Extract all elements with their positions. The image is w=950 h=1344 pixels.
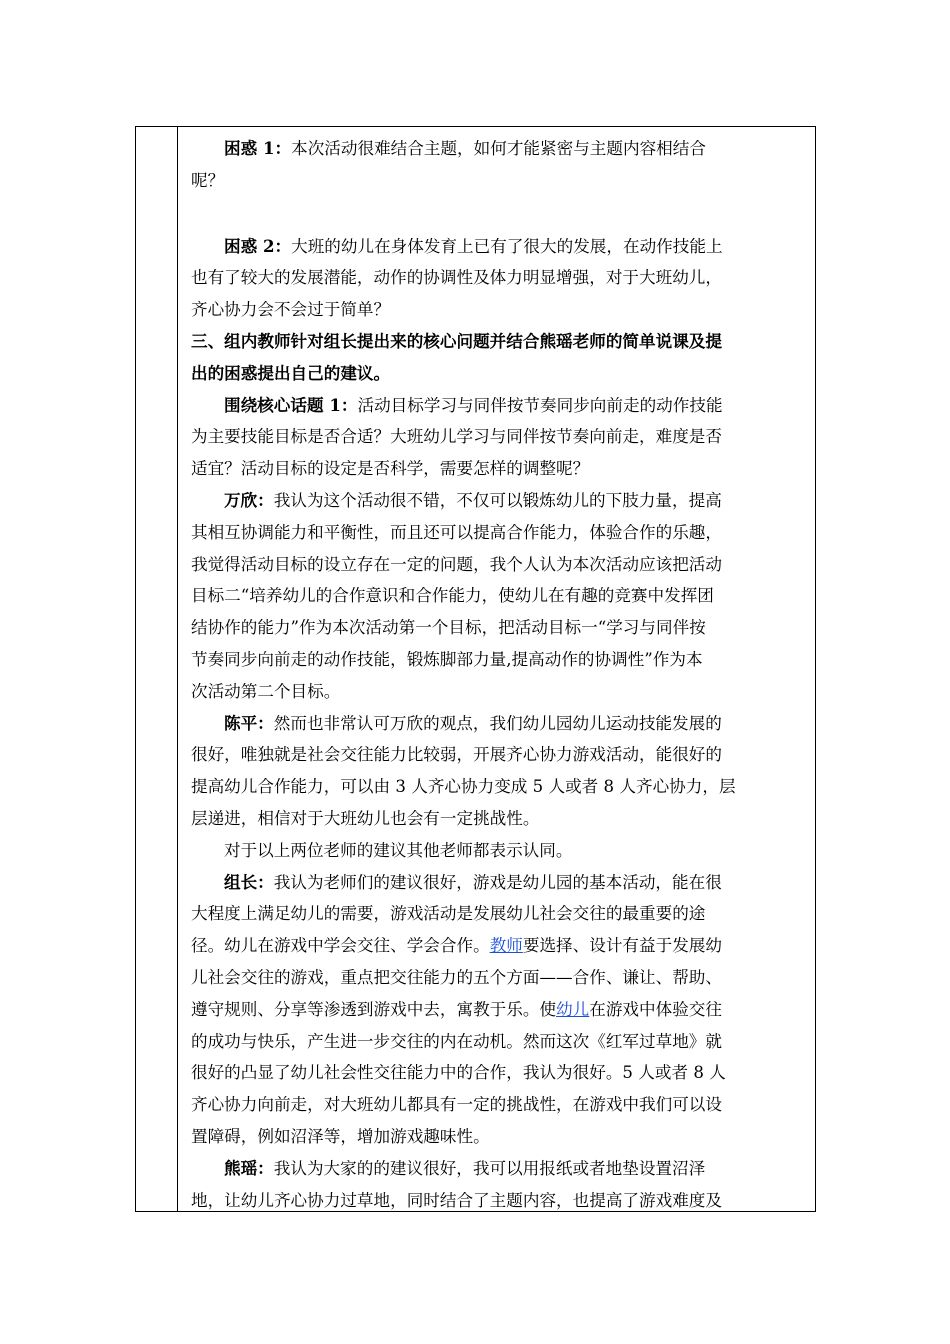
wanxin-comment: 万欣：我认为这个活动很不错，不仅可以锻炼幼儿的下肢力量，提高 bbox=[224, 489, 722, 510]
child-link[interactable]: 幼儿 bbox=[556, 999, 590, 1019]
section-heading: 三、组内教师针对组长提出来的核心问题并结合熊瑶老师的简单说课及提 bbox=[191, 330, 722, 351]
confusion-2: 困惑 2：大班的幼儿在身体发育上已有了很大的发展，在动作技能上 bbox=[224, 235, 723, 256]
xiongyao-comment: 熊瑶：我认为大家的的建议很好，我可以用报纸或者地垫设置沼泽 bbox=[224, 1157, 706, 1178]
confusion-1: 困惑 1：本次活动很难结合主题，如何才能紧密与主题内容相结合 bbox=[224, 138, 706, 158]
content-cell: 困惑 1：本次活动很难结合主题，如何才能紧密与主题内容相结合 呢？ 困惑 2：大班的幼儿在身体发育上已有了很大的发展，在动作技能上 也有了较大的发展潜能，动作的协调性及体力明显增强，对于大班幼儿， 齐心协力会不会过于简单？ 三、组内教师针对组长提出来的核心问题并结合熊瑶老师的简单说课及提 出的困惑提出自己的建议。 围绕核心话题 1：活动目标学习与同伴按节奏同步向前走的动作技能 为主要技能目标是否合适？大班幼儿学习与同伴按节奏向前走，难度是否 适宜？活动目标的设定是否科学，需要怎样的调整呢？ 万欣：我认为这个活动很不错，不仅可以锻炼幼儿的下肢力量，提高 其相互协调能力和平衡性，而且还可以提高合作能力，体验合作的乐趣， 我觉得活动目标的设立存在一定的问题，我个人认为本次活动应该把活动 目标二“培养幼儿的合作意识和合作能力，使幼儿在有趣的竞赛中发挥团 结协作的能力”作为本次活动第一个目标，把活动目标一“学习与同伴按 节奏同步向前走的动作技能，锻炼脚部力量,提高动作的协调性”作为本 次活动第二个目标。 陈平：然而也非常认可万欣的观点，我们幼儿园幼儿运动技能发展的 很好，唯独就是社会交往能力比较弱，开展齐心协力游戏活动，能很好的 提高幼儿合作能力，可以由 3 人齐心协力变成 5 人或者 8 人齐心协力，层 层递进，相信对于大班幼儿也会有一定挑战性。 对于以上两位老师的建议其他老师都表示认同。 组长：我认为老师们的建议很好，游戏是幼儿园的基本活动，能在很 大程度上满足幼儿的需要，游戏活动是发展幼儿社会交往的最重要的途 径。幼儿在游戏中学会交往、学会合作。教师要选择、设计有益于发展幼 儿社会交往的游戏，重点把交往能力的五个方面——合作、谦让、帮助、 遵守规则、分享等渗透到游戏中去，寓教于乐。使幼儿在游戏中体验交往 的成功与快乐，产生进一步交往的内在动机。然而这次《红军过草地》就 很好的凸显了幼儿社会性交往能力中的合作，我认为很好。5 人或者 8 人 齐心协力向前走，对大班幼儿都具有一定的挑战性，在游戏中我们可以设 置障碍，例如沼泽等，增加游戏趣味性。 熊瑶：我认为大家的的建议很好，我可以用报纸或者地垫设置沼泽 地，让幼儿齐心协力过草地，同时结合了主题内容，也提高了游戏难度及 bbox=[191, 133, 803, 1216]
document-table bbox=[135, 126, 816, 1212]
column-divider bbox=[177, 127, 178, 1211]
core-topic-1: 围绕核心话题 1：活动目标学习与同伴按节奏同步向前走的动作技能 bbox=[224, 394, 723, 415]
chenping-comment: 陈平：然而也非常认可万欣的观点，我们幼儿园幼儿运动技能发展的 bbox=[224, 712, 722, 733]
teacher-link[interactable]: 教师 bbox=[489, 936, 523, 956]
leader-comment: 组长：我认为老师们的建议很好，游戏是幼儿园的基本活动，能在很 bbox=[224, 871, 722, 892]
agreement-note: 对于以上两位老师的建议其他老师都表示认同。 bbox=[224, 840, 573, 860]
